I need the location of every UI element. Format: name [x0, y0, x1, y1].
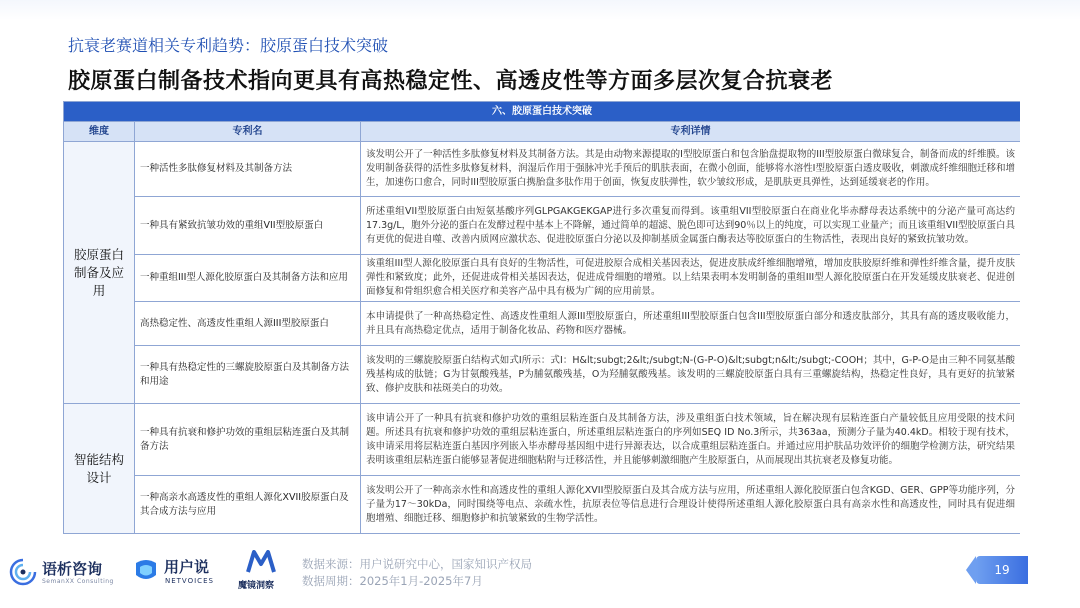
- table-row: [64, 346, 1021, 404]
- patent-name-cell: 一种具有抗衰和修护功效的重组层粘连蛋白及其制备方法: [135, 404, 361, 476]
- patent-name-cell: 一种具有热稳定性的三螺旋胶原蛋白及其制备方法和用途: [135, 346, 361, 404]
- mojing-logo-name: 魔镜洞察: [238, 581, 275, 591]
- netvoices-logo-name: 用户说: [164, 558, 210, 576]
- patent-name-cell: 一种活性多肽修复材料及其制备方法: [135, 142, 361, 197]
- patent-table: [63, 101, 1020, 534]
- patent-detail-cell: 本申请提供了一种高热稳定性、高透皮性重组人源III型胶原蛋白，所述重组III型胶原蛋白包含III型胶原蛋白部分和透皮肽部分，其具有高的透皮吸收能力，并且具有高热稳定优点，适用于制备化妆品、药物和医疗器械。: [361, 302, 1021, 346]
- table-row: [64, 302, 1021, 346]
- semanxx-logo-sub: SemanXX Consulting: [42, 578, 114, 585]
- patent-detail-cell: 所述重组VII型胶原蛋白由短氨基酸序列GLPGAKGEKGAP进行多次重复而得到。该重组VII型胶原蛋白在商业化毕赤酵母表达系统中的分泌产量可高达约17.3g/L，胞外分泌的蛋白在发酵过程中基本上不降解，通过简单的超滤、脱色即可达到90％以上的纯度，可以实现工业量产；而且该重组VII型胶原蛋白具有更优的促进自噬、改善内质网应激状态、促进胶原蛋白分泌以及抑制基质金属蛋白酶表达等胶原蛋白的生物活性，表现出良好的紧致抗皱功效。: [361, 197, 1021, 255]
- netvoices-logo-sub: NETVOICES: [165, 577, 214, 585]
- patent-table-container: [63, 101, 1020, 548]
- patent-name-cell: 一种重组III型人源化胶原蛋白及其制备方法和应用: [135, 255, 361, 302]
- patent-name-cell: 一种具有紧致抗皱功效的重组VII型胶原蛋白: [135, 197, 361, 255]
- logo-semanxx: [8, 552, 128, 592]
- patent-detail-cell: 该重组III型人源化胶原蛋白具有良好的生物活性，可促进胶原合成相关基因表达，促进皮肤成纤维细胞增殖，增加皮肤胶原纤维和弹性纤维含量，提升皮肤弹性和紧致度；此外，还促进成骨相关基因表达，促进成骨细胞的增殖。以上结果表明本发明制备的重组III型人源化胶原蛋白在开发延缓皮肤衰老、促进创面修复和骨组织愈合相关医疗和美容产品中具有极为广阔的应用前景。: [361, 255, 1021, 302]
- netvoices-logo-icon: [132, 557, 160, 587]
- patent-name-cell: 高热稳定性、高透皮性重组人源III型胶原蛋白: [135, 302, 361, 346]
- data-period: 数据周期：2025年1月-2025年7月: [302, 574, 483, 588]
- dimension-cell: 胶原蛋白制备及应用: [64, 142, 135, 404]
- page-title: 胶原蛋白制备技术指向更具有高热稳定性、高透皮性等方面多层次复合抗衰老: [68, 69, 834, 94]
- column-header-dimension: 维度: [64, 122, 135, 142]
- table-caption: 六、胶原蛋白技术突破: [64, 102, 1021, 122]
- dimension-cell: 智能结构设计: [64, 404, 135, 534]
- mojing-logo-icon: [246, 550, 276, 574]
- logo-mojing: [236, 550, 292, 594]
- patent-detail-cell: 该发明的三螺旋胶原蛋白结构式如式I所示：式I：H&lt;subgt;2&lt;/subgt;N-(G-P-O)&lt;subgt;n&lt;/subgt;-COOH；其中，G-P-O是由三种不同氨基酸残基构成的肽链；G为甘氨酸残基，P为脯氨酸残基，O为羟脯氨酸残基。该发明的三螺旋胶原蛋白具有三重螺旋结构，热稳定性良好，具有更好的抗皱紧致、修护皮肤和祛斑美白的功效。: [361, 346, 1021, 404]
- patent-name-cell: 一种高亲水高透皮性的重组人源化XVII胶原蛋白及其合成方法与应用: [135, 476, 361, 534]
- semanxx-logo-name: 语析咨询: [42, 560, 103, 578]
- table-row: [64, 142, 1021, 197]
- semanxx-logo-icon: [8, 557, 38, 587]
- table-row: [64, 255, 1021, 302]
- logo-netvoices: [132, 552, 232, 592]
- patent-detail-cell: 该申请公开了一种具有抗衰和修护功效的重组层粘连蛋白及其制备方法，涉及重组蛋白技术领域，旨在解决现有层粘连蛋白产量较低且应用受限的技术问题。所述具有抗衰和修护功效的重组层粘连蛋白，所述重组层粘连蛋白的序列如SEQ ID No.3所示，共363aa，预测分子量为40.4kD。相较于现有技术，该申请采用将层粘连蛋白基因序列嵌入毕赤酵母基因组中进行异源表达，以合成重组层粘连蛋白。并通过应用护肤品功效评价的细胞学检测方法，研究结果表明该重组层粘连蛋白能够显著促进细胞粘附与迁移活性，并且能够刺激细胞产生胶原蛋白，从而展现出其抗衰老及修复功能。: [361, 404, 1021, 476]
- page-number-badge: 19: [976, 556, 1028, 584]
- page-subtitle: 抗衰老赛道相关专利趋势：胶原蛋白技术突破: [68, 36, 389, 55]
- top-gradient-bar: [0, 0, 1080, 20]
- patent-detail-cell: 该发明公开了一种高亲水性和高透皮性的重组人源化XVII型胶原蛋白及其合成方法与应用，所述重组人源化胶原蛋白包含KGD、GER、GPP等功能序列，分子量为17～30kDa，同时围绕等电点、亲疏水性，抗原表位等信息进行合理设计使得所述重组人源化胶原蛋白具有高亲水性和高透皮性，同时具有促进细胞增殖、细胞迁移、细胞修护和抗皱紧致的生物学活性。: [361, 476, 1021, 534]
- column-header-patent-name: 专利名: [135, 122, 361, 142]
- patent-detail-cell: 该发明公开了一种活性多肽修复材料及其制备方法。其是由动物来源提取的Ⅰ型胶原蛋白和包含胎盘提取物的III型胶原蛋白微球复合，制备而成的纤维膜。该发明制备获得的活性多肽修复材料，润湿后作用于强脉冲光手预后的肌肤表面，在微小创面，能够将水溶性Ⅰ型胶原蛋白透皮吸收，刺激成纤维细胞迁移和增生，加速伤口愈合，同时III型胶原蛋白携胎盘多肽作用于创面，恢复皮肤弹性，软少皱纹形成，是肌肤更具弹性，达到延缓衰老的作用。: [361, 142, 1021, 197]
- table-row: [64, 476, 1021, 534]
- data-source: 数据来源：用户说研究中心，国家知识产权局: [302, 557, 532, 571]
- table-row: [64, 197, 1021, 255]
- column-header-patent-detail: 专利详情: [361, 122, 1021, 142]
- table-row: [64, 404, 1021, 476]
